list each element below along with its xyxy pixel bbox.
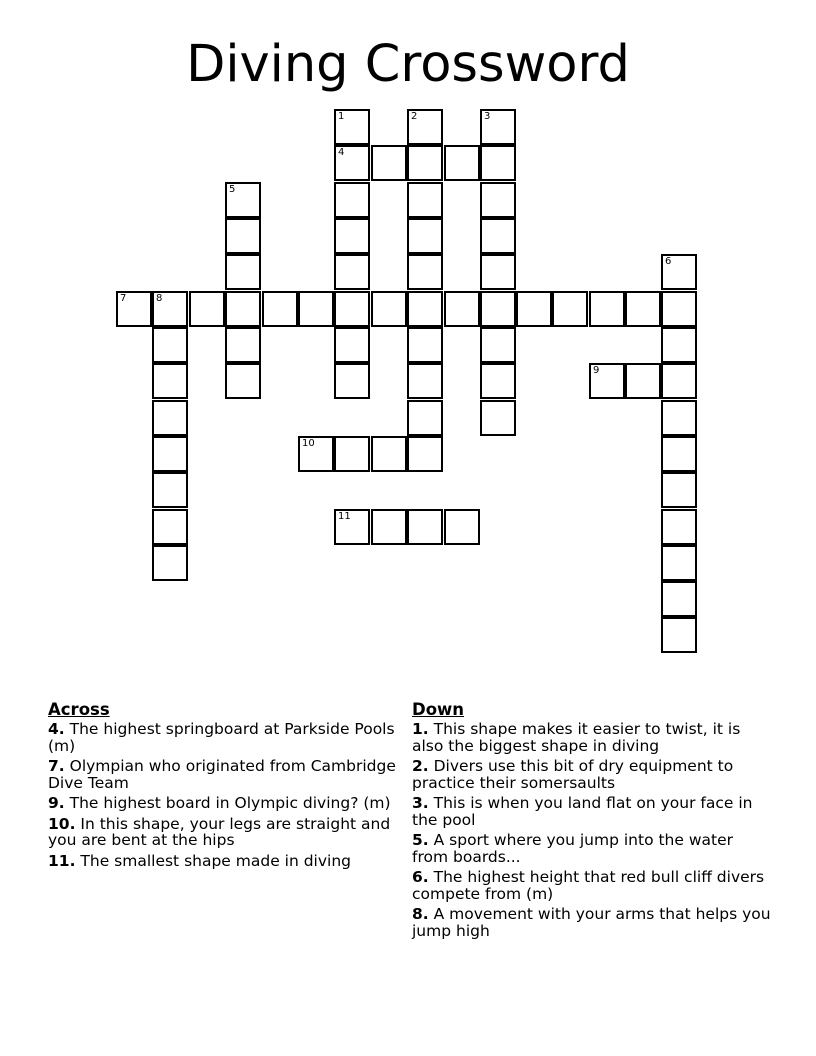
clue-text: This shape makes it easier to twist, it is also the biggest shape in diving: [412, 720, 741, 755]
grid-cell[interactable]: [407, 109, 443, 145]
grid-cell[interactable]: [371, 145, 407, 181]
clue-text: Olympian who originated from Cambridge Dive Team: [48, 757, 396, 792]
grid-cell[interactable]: [480, 109, 516, 145]
grid-cell[interactable]: [116, 291, 152, 327]
clue-text: The smallest shape made in diving: [80, 851, 352, 870]
grid-cell[interactable]: [480, 363, 516, 399]
grid-cell[interactable]: [480, 254, 516, 290]
grid-cell[interactable]: [334, 291, 370, 327]
grid-cell[interactable]: [298, 291, 334, 327]
clue-across-9: [48, 795, 408, 812]
grid-cell[interactable]: [444, 291, 480, 327]
grid-cell[interactable]: [371, 436, 407, 472]
grid-cell[interactable]: [152, 291, 188, 327]
page-title: Diving Crossword: [186, 35, 630, 94]
grid-cell[interactable]: [407, 145, 443, 181]
clue-across-7: [48, 758, 408, 791]
clue-down-1: [412, 721, 772, 754]
clue-number-label: 3: [484, 111, 491, 122]
clue-text: Divers use this bit of dry equipment to practice their somersaults: [412, 757, 734, 792]
clue-number: 10.: [48, 814, 76, 833]
grid-cell[interactable]: [334, 363, 370, 399]
grid-cell[interactable]: [152, 327, 188, 363]
grid-cell[interactable]: [661, 545, 697, 581]
grid-cell[interactable]: [225, 254, 261, 290]
grid-cell[interactable]: [661, 400, 697, 436]
clue-number: 1.: [412, 720, 429, 738]
grid-cell[interactable]: [407, 363, 443, 399]
clue-text: The highest height that red bull cliff divers compete from (m): [412, 868, 765, 903]
grid-cell[interactable]: [225, 363, 261, 399]
down-heading: Down: [412, 700, 465, 719]
grid-cell[interactable]: [480, 327, 516, 363]
grid-cell[interactable]: [661, 327, 697, 363]
grid-cell[interactable]: [480, 218, 516, 254]
grid-cell[interactable]: [625, 291, 661, 327]
grid-cell[interactable]: [334, 436, 370, 472]
across-heading: Across: [48, 700, 110, 719]
grid-cell[interactable]: [589, 363, 625, 399]
grid-cell[interactable]: [262, 291, 298, 327]
grid-cell[interactable]: [661, 436, 697, 472]
clue-number-label: 2: [411, 111, 418, 122]
grid-cell[interactable]: [407, 291, 443, 327]
clue-number-label: 10: [302, 438, 315, 449]
clue-number: 4.: [48, 720, 65, 738]
clue-number: 11.: [48, 851, 76, 870]
grid-cell[interactable]: [334, 109, 370, 145]
grid-cell[interactable]: [334, 327, 370, 363]
grid-cell[interactable]: [371, 291, 407, 327]
grid-cell[interactable]: [661, 617, 697, 653]
clue-across-11: [48, 853, 408, 870]
grid-cell[interactable]: [334, 145, 370, 181]
clue-number-label: 6: [665, 256, 672, 267]
clue-text: The highest board in Olympic diving? (m): [69, 794, 391, 812]
grid-cell[interactable]: [152, 545, 188, 581]
grid-cell[interactable]: [152, 509, 188, 545]
clue-number: 8.: [412, 905, 429, 923]
grid-cell[interactable]: [334, 509, 370, 545]
clue-text: The highest springboard at Parkside Pools (m): [48, 720, 395, 755]
grid-cell[interactable]: [661, 363, 697, 399]
grid-cell[interactable]: [407, 400, 443, 436]
grid-cell[interactable]: [661, 581, 697, 617]
clue-number-label: 1: [338, 111, 345, 122]
clue-number: 5.: [412, 831, 429, 849]
clue-down-6: [412, 869, 772, 902]
clue-number-label: 9: [593, 365, 600, 376]
clue-down-3: [412, 795, 772, 828]
grid-cell[interactable]: [407, 327, 443, 363]
grid-cell[interactable]: [480, 400, 516, 436]
grid-cell[interactable]: [371, 509, 407, 545]
clue-down-5: [412, 832, 772, 865]
grid-cell[interactable]: [444, 509, 480, 545]
grid-cell[interactable]: [589, 291, 625, 327]
grid-cell[interactable]: [625, 363, 661, 399]
grid-cell[interactable]: [516, 291, 552, 327]
grid-cell[interactable]: [407, 218, 443, 254]
grid-cell[interactable]: [661, 254, 697, 290]
clue-across-4: [48, 721, 408, 754]
clue-text: This is when you land flat on your face in the pool: [412, 794, 753, 829]
grid-cell[interactable]: [334, 182, 370, 218]
grid-cell[interactable]: [225, 218, 261, 254]
grid-cell[interactable]: [152, 363, 188, 399]
grid-cell[interactable]: [480, 291, 516, 327]
grid-cell[interactable]: [152, 400, 188, 436]
grid-cell[interactable]: [298, 436, 334, 472]
grid-cell[interactable]: [407, 254, 443, 290]
down-clues: [412, 700, 772, 943]
clue-text: A movement with your arms that helps you jump high: [412, 905, 771, 940]
clue-down-2: [412, 758, 772, 791]
grid-cell[interactable]: [334, 254, 370, 290]
grid-cell[interactable]: [407, 509, 443, 545]
clue-text: A sport where you jump into the water from boards...: [412, 831, 734, 866]
clue-number: 3.: [412, 794, 429, 812]
grid-cell[interactable]: [152, 436, 188, 472]
grid-cell[interactable]: [661, 472, 697, 508]
clue-number: 6.: [412, 868, 429, 886]
grid-cell[interactable]: [225, 182, 261, 218]
clue-number: 7.: [48, 757, 65, 775]
grid-cell[interactable]: [407, 182, 443, 218]
grid-cell[interactable]: [552, 291, 588, 327]
clue-number: 2.: [412, 757, 429, 775]
grid-cell[interactable]: [661, 509, 697, 545]
grid-cell[interactable]: [480, 182, 516, 218]
clue-number: 9.: [48, 794, 65, 812]
across-clues: [48, 700, 408, 873]
grid-cell[interactable]: [444, 145, 480, 181]
grid-cell[interactable]: [334, 218, 370, 254]
grid-cell[interactable]: [407, 436, 443, 472]
clue-number-label: 5: [229, 184, 236, 195]
clue-down-8: [412, 906, 772, 939]
clue-number-label: 8: [156, 293, 163, 304]
clue-text: In this shape, your legs are straight and you are bent at the hips: [48, 814, 391, 849]
grid-cell[interactable]: [189, 291, 225, 327]
grid-cell[interactable]: [661, 291, 697, 327]
grid-cell[interactable]: [480, 145, 516, 181]
grid-cell[interactable]: [225, 291, 261, 327]
clue-number-label: 11: [338, 511, 351, 522]
grid-cell[interactable]: [225, 327, 261, 363]
clue-number-label: 7: [120, 293, 127, 304]
clue-number-label: 4: [338, 147, 345, 158]
grid-cell[interactable]: [152, 472, 188, 508]
clue-across-10: [48, 816, 408, 849]
